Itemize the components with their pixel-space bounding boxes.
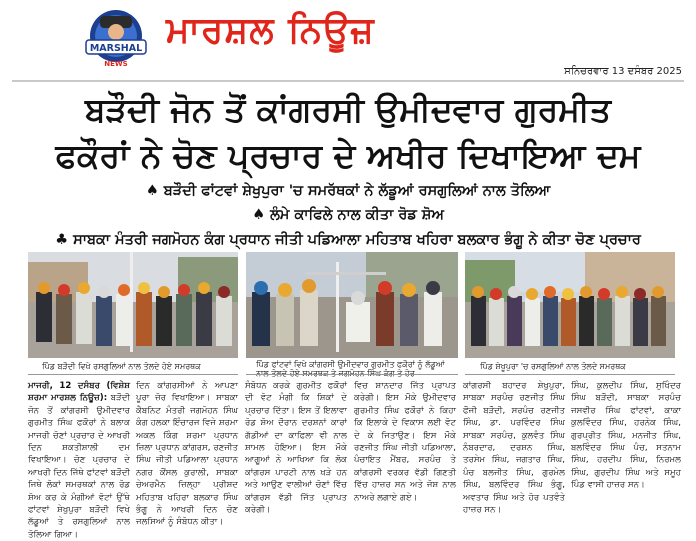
photo-sheikhupura-supporters (465, 252, 675, 358)
article-text: ਸਿੰਘ, ਕੁਲਦੀਪ ਸਿੰਘ, ਸੁਖਿੰਦਰ ਸਿੰਘ ਬੜੌਦੀ, ਸਾਬਕਾ ਸਰਪੰਚ ਜਸਵੀਰ ਸਿੰਘ ਫਾਂਟਵਾਂ, ਕਾਕਾ ਕੁਲਵਿੰਦਰ ਸਿੰਘ, ਹਰਨੇਕ ਸਿੰਘ, ਗੁਰਪ੍ਰੀਤ ਸਿੰਘ, ਮਨਜੀਤ ਸਿੰਘ, ਬਲਵਿੰਦਰ ਸਿੰਘ ਪੰਚ, ਸਤਨਾਮ ਸਿੰਘ, ਹਰਦੀਪ ਸਿੰਘ, ਨਿਰਮਲ ਸਿੰਘ, ਗੁਰਦੀਪ ਸਿੰਘ ਅਤੇ ਸਮੂਹ ਪਿੰਡ ਵਾਸੀ ਹਾਜ਼ਰ ਸਨ। (571, 381, 681, 491)
photo-fantwan-weighing (246, 252, 458, 358)
article-column-2 (136, 380, 238, 529)
article-text: ਕਾਂਗਰਸੀ ਬਹਾਦਰ ਸ਼ੇਖੁਪੁਰਾ, ਸਾਬਕਾ ਸਰਪੰਚ ਰਣਜੀਤ ਸਿੰਘ ਫੌਜੀ ਬੜੌਦੀ, ਸਰਪੰਚ ਰਣਜੀਤ ਸਿੰਘ, ਡਾ. ਪਰਵਿੰਦਰ ਸਿੰਘ ਸਾਬਕਾ ਸਰਪੰਚ, ਕੁਲਵੰਤ ਸਿੰਘ ਨੰਬਰਦਾਰ, ਦਰਸ਼ਨ ਸਿੰਘ, ਤਰਸੇਮ ਸਿੰਘ, ਜਗਤਾਰ ਸਿੰਘ, ਪੰਚ ਬਲਜੀਤ ਸਿੰਘ, ਗੁਰਮੇਲ ਸਿੰਘ, ਬਲਵਿੰਦਰ ਸਿੰਘ ਭੰਗੂ, ਅਵਤਾਰ ਸਿੰਘ ਅਤੇ ਹੋਰ ਪਤਵੰਤੇ ਹਾਜ਼ਰ ਸਨ। (463, 381, 565, 516)
article-text: ਦਿਨ ਕਾਂਗਰਸੀਆਂ ਨੇ ਆਪਣਾ ਪੂਰਾ ਜ਼ੋਰ ਵਿਖਾਇਆ। ਸਾਬਕਾ ਕੈਬਨਿਟ ਮੰਤਰੀ ਜਗਮੋਹਨ ਸਿੰਘ ਕੰਗ ਹਲਕਾ ਇੰਚਾਰਜ ਵਿਜੇ ਸ਼ਰਮਾ ਅਕਲ ਕਿੰਗ ਸ਼ਰਮਾ ਪ੍ਰਧਾਨ ਜ਼ਿਲਾ ਪ੍ਰਧਾਨ ਕਾਂਗਰਸ, ਰਣਜੀਤ ਸਿੰਘ ਜੀਤੀ ਪਡਿਆਲਾ ਪ੍ਰਧਾਨ ਨਗਰ ਕੌਂਸਲ ਕੁਰਾਲੀ, ਸਾਬਕਾ ਚੇਅਰਮੈਨ ਜ਼ਿਲ੍ਹਾ ਪ੍ਰੀਸ਼ਦ ਮਹਿਤਾਬ ਖਹਿਰਾ ਬਲਕਾਰ ਸਿੰਘ ਭੰਗੂ ਨੇ ਆਖਰੀ ਦਿਨ ਚੋਣ ਜਲਸਿਆਂ ਨੂੰ ਸੰਬੋਧਨ ਕੀਤਾ। (136, 381, 238, 528)
marshal-news-logo (78, 6, 154, 72)
article-text: ਬੜੌਦੀ ਜੋਨ ਤੋਂ ਕਾਂਗਰਸੀ ਉਮੀਦਵਾਰ ਗੁਰਮੀਤ ਸਿੰਘ ਫਕੌਰਾਂ ਨੇ ਬਲਾਕ ਮਾਜਰੀ ਚੋਣਾਂ ਪ੍ਰਚਾਰ ਦੇ ਆਖਰੀ ਦਿਨ ਸ਼ਕਤੀਸ਼ਾਲੀ ਦਮ ਵਿਖਾਇਆ। ਚੋਣ ਪ੍ਰਚਾਰ ਦੇ ਆਖਰੀ ਦਿਨ ਜਿੱਥੇ ਫਾਂਟਵਾਂ ਬੜੌਦੀ ਜਿਥੇ ਲੋਕਾਂ ਸਮਰਥਕਾਂ ਨਾਲ ਰੋਡ ਸ਼ੋਅ ਕਰ ਕੇ ਮੰਗੀਆਂ ਵੋਟਾਂ ਉੱਥੇ ਫਾਂਟਵਾਂ ਸ਼ੇਖੁਪੁਰਾ ਬੜੌਦੀ ਵਿਖੇ ਲੱਡੂਆਂ ਤੇ ਰਸਗੁਲਿਆਂ ਨਾਲ ਤੋਲਿਆ ਗਿਆ। (28, 393, 130, 540)
article-column-3 (245, 380, 347, 529)
caption-divider (465, 374, 675, 375)
article-column-5 (463, 380, 565, 529)
caption-divider (246, 374, 458, 375)
svg-text:MARSHAL: MARSHAL (89, 43, 143, 54)
svg-text:NEWS: NEWS (104, 60, 128, 68)
subhead-1: ♠ ਬੜੌਦੀ ਫਾਂਟਵਾਂ ਸ਼ੇਖੁਪੁਰਾ 'ਚ ਸਮਰੱਥਕਾਂ ਨੇ ਲੱਡੂਆਂ ਰਸਗੁਲਿਆਂ ਨਾਲ ਤੋਲਿਆ (145, 183, 551, 199)
headline-line-2: ਫਕੌਰਾਂ ਨੇ ਚੋਣ ਪ੍ਰਚਾਰ ਦੇ ਅਖੀਰ ਦਿਖਾਇਆ ਦਮ (55, 136, 641, 175)
article-text: ਸੰਬੋਧਨ ਕਰਕੇ ਗੁਰਮੀਤ ਫਕੌਰਾਂ ਦੀ ਵੋਟ ਮੰਗੀ ਕਿ ਸ਼ਿਕਾਂ ਦੇ ਪ੍ਰਚਾਰ ਦਿੱਤਾ। ਇਸ ਤੋਂ ਇਲਾਵਾ ਰੋਡ ਸ਼ੋਅ ਦੌਰਾਨ ਦਰਸ਼ਨਾਂ ਕਾਰਾਂ ਗੱਡੀਆਂ ਦਾ ਕਾਫਿਲਾ ਵੀ ਨਾਲ ਸ਼ਾਮਲ ਹੋਇਆ। ਇਸ ਮੌਕੇ ਆਗੂਆਂ ਨੇ ਆਖਿਆ ਕਿ ਲੋਕ ਕਾਂਗਰਸ ਪਾਰਟੀ ਨਾਲ ਖੜੇ ਹਨ ਅਤੇ ਆਉਣ ਵਾਲੀਆਂ ਚੋਣਾਂ ਵਿੱਚ ਕਾਂਗਰਸ ਵੱਡੀ ਜਿੱਤ ਪ੍ਰਾਪਤ ਕਰੇਗੀ। (245, 381, 347, 516)
photo-caption-3: ਪਿੰਡ ਸ਼ੇਖੂਪੁਰਾ 'ਚ ਰਸਗੁਲਿਆਂ ਨਾਲ ਤੋਲਦੇ ਸਮਰਥਕ (480, 362, 626, 371)
dateline: ਸਨਿਚਰਵਾਰ 13 ਦਸੰਬਰ 2025 (564, 66, 682, 77)
article-column-1 (28, 380, 130, 540)
masthead (0, 0, 696, 78)
subhead-2: ♠ ਲੰਮੇ ਕਾਫਿਲੇ ਨਾਲ ਕੀਤਾ ਰੋਡ ਸ਼ੋਅ (252, 207, 444, 223)
headline-line-1: ਬੜੌਦੀ ਜੋਨ ਤੋਂ ਕਾਂਗਰਸੀ ਉਮੀਦਵਾਰ ਗੁਰਮੀਤ (85, 90, 611, 129)
article-text: ਵਿਚ ਸ਼ਾਨਦਾਰ ਜਿੱਤ ਪ੍ਰਾਪਤ ਕਰੇਗੀ। ਇਸ ਮੌਕੇ ਉਮੀਦਵਾਰ ਗੁਰਮੀਤ ਸਿੰਘ ਫਕੌਰਾਂ ਨੇ ਕਿਹਾ ਕਿ ਇਲਾਕੇ ਦੇ ਵਿਕਾਸ ਲਈ ਵੋਟ ਦੇ ਕੇ ਜਿਤਾਉਣ। ਇਸ ਮੌਕੇ ਰਣਜੀਤ ਸਿੰਘ ਜੀਤੀ ਪਡਿਆਲਾ, ਪੰਚਾਇਤ ਮੈਂਬਰ, ਸਰਪੰਚ ਤੇ ਕਾਂਗਰਸੀ ਵਰਕਰ ਵੱਡੀ ਗਿਣਤੀ ਵਿੱਚ ਹਾਜ਼ਰ ਸਨ ਅਤੇ ਜੋਸ਼ ਨਾਲ ਨਾਅਰੇ ਲਗਾਏ ਗਏ। (354, 381, 456, 503)
subhead-3: ♣ ਸਾਬਕਾ ਮੰਤਰੀ ਜਗਮੋਹਨ ਕੰਗ ਪ੍ਰਧਾਨ ਜੀਤੀ ਪਡਿਆਲਾ ਮਹਿਤਾਬ ਖਹਿਰਾ ਬਲਕਾਰ ਭੰਗੂ ਨੇ ਕੀਤਾ ਚੋਣ ਪ੍ਰਚਾਰ (55, 232, 641, 248)
caption-divider (28, 374, 238, 375)
photo-caption-2: ਪਿੰਡ ਫਾਂਟਵਾਂ ਵਿਖੇ ਕਾਂਗਰਸੀ ਉਮੀਦਵਾਰ ਗੁਰਮੀਤ ਫਕੌਰਾਂ ਨੂੰ ਲੱਡੂਆਂ (256, 360, 445, 369)
article-column-6 (571, 380, 681, 529)
article-dateline: ਮਾਜਰੀ, 12 ਦਸੰਬਰ (ਵਿਸ਼ੇਸ਼ ਸ਼ਰਮਾ ਮਾਰਸ਼ਲ ਨਿਊਜ਼): (28, 381, 130, 404)
masthead-divider (12, 80, 684, 82)
newspaper-brand: ਮਾਰਸ਼ਲ ਨਿਊਜ਼ (166, 10, 375, 51)
photo-baroudi-supporters (28, 252, 238, 358)
photo-caption-1: ਪਿੰਡ ਬੜੌਦੀ ਵਿਖੇ ਰਸਗੁਲਿਆਂ ਨਾਲ ਤੋਲਦੇ ਹੋਏ ਸਮਰਥਕ (42, 362, 201, 371)
article-column-4 (354, 380, 456, 529)
